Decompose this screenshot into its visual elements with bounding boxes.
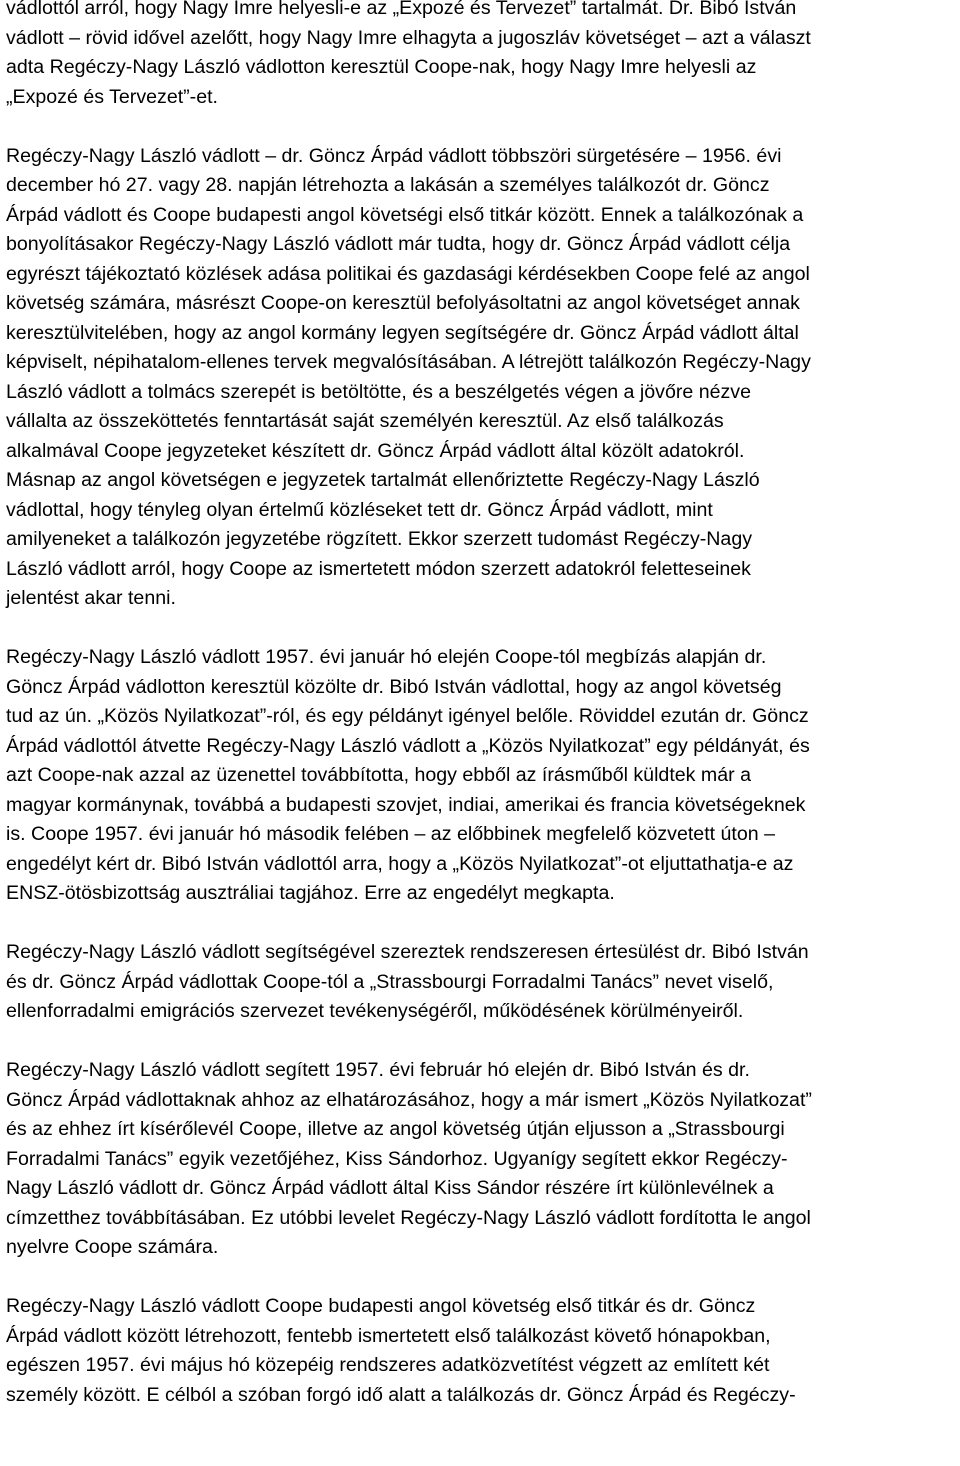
paragraph-6 — [6, 1292, 956, 1410]
text-line: címzetthez továbbításában. Ez utóbbi levelet Regéczy-Nagy László vádlott fordította le angol — [6, 1206, 811, 1229]
text-line: „Expozé és Tervezet”-et. — [6, 85, 218, 108]
text-line: Nagy László vádlott dr. Göncz Árpád vádlott által Kiss Sándor részére írt különlevélnek a — [6, 1177, 774, 1199]
text-line: keresztülvitelében, hogy az angol kormány legyen segítségére dr. Göncz Árpád vádlott által — [6, 321, 799, 344]
text-line: Göncz Árpád vádlotton keresztül közölte dr. Bibó István vádlottal, hogy az angol követség — [6, 675, 782, 698]
paragraph-2 — [6, 142, 956, 614]
text-line: László vádlott arról, hogy Coope az ismertetett módon szerzett adatokról feletteseinek — [6, 557, 751, 580]
paragraph-4 — [6, 938, 956, 1027]
text-line: is. Coope 1957. évi január hó második felében – az előbbinek megfelelő közvetett úton – — [6, 823, 776, 845]
text-line: magyar kormánynak, továbbá a budapesti szovjet, indiai, amerikai és francia követségeknek — [6, 793, 806, 816]
text-line: vádlott – rövid idővel azelőtt, hogy Nagy Imre elhagyta a jugoszláv követséget – azt a választ — [6, 26, 811, 49]
text-line: vádlottal, hogy tényleg olyan értelmű közléseket tett dr. Göncz Árpád vádlott, mint — [6, 498, 713, 521]
text-line: jelentést akar tenni. — [6, 587, 176, 609]
text-line: engedélyt kért dr. Bibó István vádlottól arra, hogy a „Közös Nyilatkozat”-ot eljuttathatja-e az — [6, 852, 794, 875]
text-line: vádlottól arról, hogy Nagy Imre helyesli-e az „Expozé és Tervezet” tartalmát. Dr. Bibó István — [6, 0, 797, 19]
text-line: bonyolításakor Regéczy-Nagy László vádlott már tudta, hogy dr. Göncz Árpád vádlott célja — [6, 233, 791, 255]
text-line: Másnap az angol követségen e jegyzetek tartalmát ellenőriztette Regéczy-Nagy László — [6, 469, 760, 491]
text-line: Árpád vádlott között létrehozott, fentebb ismertetett első találkozást követő hónapokban, — [6, 1324, 771, 1347]
text-line: személy között. E célból a szóban forgó idő alatt a találkozás dr. Göncz Árpád és Regéczy- — [6, 1383, 796, 1406]
text-line: és az ehhez írt kísérőlevél Coope, illetve az angol követség útján eljusson a „Strassbourgi — [6, 1118, 785, 1140]
text-line: egyrészt tájékoztató közlések adása politikai és gazdasági kérdésekben Coope felé az angol — [6, 262, 810, 285]
paragraph-1 — [6, 0, 956, 112]
text-line: Regéczy-Nagy László vádlott segített 1957. évi február hó elején dr. Bibó István és dr. — [6, 1059, 750, 1081]
text-line: Árpád vádlottól átvette Regéczy-Nagy László vádlott a „Közös Nyilatkozat” egy példányát, és — [6, 734, 810, 757]
text-line: László vádlott a tolmács szerepét is betöltötte, és a beszélgetés végen a jövőre nézve — [6, 380, 751, 403]
text-line: alkalmával Coope jegyzeteket készített dr. Göncz Árpád vádlott által közölt adatokról. — [6, 439, 745, 462]
text-line: adta Regéczy-Nagy László vádlotton keresztül Coope-nak, hogy Nagy Imre helyesli az — [6, 56, 757, 78]
text-line: Regéczy-Nagy László vádlott 1957. évi január hó elején Coope-tól megbízás alapján dr. — [6, 646, 767, 668]
text-line: és dr. Göncz Árpád vádlottak Coope-tól a „Strassbourgi Forradalmi Tanács” nevet viselő, — [6, 970, 774, 993]
text-line: tud az ún. „Közös Nyilatkozat”-ról, és egy példányt igényel belőle. Röviddel ezután dr. Göncz — [6, 705, 809, 727]
text-line: egészen 1957. évi május hó közepéig rendszeres adatközvetítést végzett az említett két — [6, 1354, 770, 1376]
text-line: vállalta az összeköttetés fenntartását saját személyén keresztül. Az első találkozás — [6, 410, 724, 432]
document-page — [6, 0, 956, 1440]
text-line: képviselt, népihatalom-ellenes tervek megvalósításában. A létrejött találkozón Regéczy-Nagy — [6, 351, 811, 373]
text-line: Göncz Árpád vádlottaknak ahhoz az elhatározásához, hogy a már ismert „Közös Nyilatkozat” — [6, 1088, 812, 1111]
text-line: december hó 27. vagy 28. napján létrehozta a lakásán a személyes találkozót dr. Göncz — [6, 174, 770, 196]
text-line: Forradalmi Tanács” egyik vezetőjéhez, Kiss Sándorhoz. Ugyanígy segített ekkor Regéczy- — [6, 1147, 788, 1170]
text-line: ENSZ-ötösbizottság ausztráliai tagjához. Erre az engedélyt megkapta. — [6, 882, 615, 904]
text-line: ellenforradalmi emigrációs szervezet tevékenységéről, működésének körülményeiről. — [6, 1000, 744, 1022]
text-line: Árpád vádlott és Coope budapesti angol követségi első titkár között. Ennek a találkozónak a — [6, 203, 804, 226]
text-line: Regéczy-Nagy László vádlott Coope budapesti angol követség első titkár és dr. Göncz — [6, 1295, 756, 1317]
text-line: nyelvre Coope számára. — [6, 1236, 219, 1258]
paragraph-3 — [6, 643, 956, 909]
text-line: Regéczy-Nagy László vádlott segítségével szereztek rendszeresen értesülést dr. Bibó István — [6, 941, 809, 963]
text-line: amilyeneket a találkozón jegyzetébe rögzített. Ekkor szerzett tudomást Regéczy-Nagy — [6, 528, 753, 550]
text-line: Regéczy-Nagy László vádlott – dr. Göncz Árpád vádlott többszöri sürgetésére – 1956. évi — [6, 144, 782, 167]
text-line: azt Coope-nak azzal az üzenettel továbbította, hogy ebből az írásműből küldtek már a — [6, 764, 751, 786]
paragraph-5 — [6, 1056, 956, 1263]
text-line: követség számára, másrészt Coope-on keresztül befolyásoltatni az angol követséget annak — [6, 292, 800, 314]
